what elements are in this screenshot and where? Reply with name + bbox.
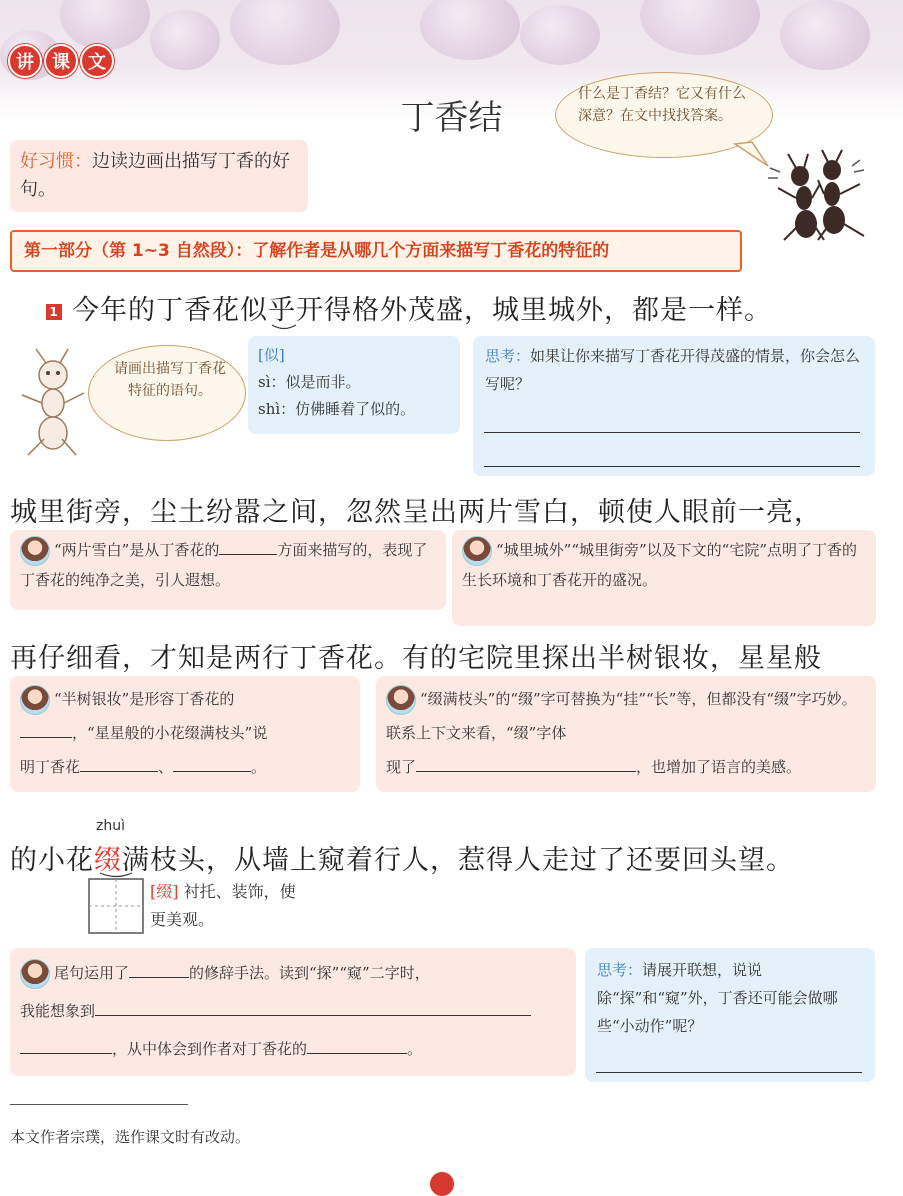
note-box-e bbox=[10, 948, 576, 1076]
badge-char: 讲 bbox=[8, 44, 42, 78]
note-text: ，“星星般的小花缀满枝头”说 bbox=[72, 724, 268, 742]
note-box-c bbox=[10, 676, 360, 792]
word-note-head: [缀] bbox=[150, 882, 179, 901]
fill-blank[interactable] bbox=[80, 753, 158, 772]
ant-bubble-text: 请画出描写丁香花特征的语句。 bbox=[114, 361, 226, 399]
think-label: 思考： bbox=[597, 961, 643, 979]
teacher-avatar-icon bbox=[20, 536, 50, 566]
teacher-avatar-icon bbox=[20, 685, 50, 715]
answer-line[interactable] bbox=[484, 466, 860, 467]
note-text: “半树银妆”是形容丁香花的 bbox=[54, 690, 235, 708]
word-note-zhui bbox=[150, 878, 310, 934]
note-text: ，也增加了语言的美感。 bbox=[636, 758, 802, 776]
note-text: 、 bbox=[158, 758, 174, 776]
teacher-avatar-icon bbox=[20, 959, 50, 989]
paragraph-number: 1 bbox=[46, 304, 62, 320]
writing-grid-icon bbox=[88, 878, 144, 934]
answer-line[interactable] bbox=[596, 1072, 862, 1073]
good-habit-text: 边读边画出描写丁香的好句。 bbox=[20, 151, 290, 200]
note-text: “两片雪白”是从丁香花的 bbox=[54, 541, 220, 559]
note-text: 方面来描写的，表现了丁香花的纯净之美，引人遐想。 bbox=[20, 541, 428, 589]
think-box-1 bbox=[473, 336, 875, 476]
paragraph-line-2: 城里街旁，尘土纷嚣之间，忽然呈出两片雪白，顿使人眼前一亮， bbox=[10, 497, 822, 528]
fill-blank[interactable] bbox=[129, 959, 189, 978]
word-note-si bbox=[248, 336, 460, 434]
fill-blank[interactable] bbox=[173, 753, 251, 772]
note-text: 。 bbox=[251, 758, 267, 776]
fill-blank[interactable] bbox=[219, 536, 277, 555]
word-note-text: 衬托、装饰，使更美观。 bbox=[150, 882, 296, 929]
ant-bubble bbox=[88, 345, 246, 441]
think-label: 思考： bbox=[485, 347, 531, 365]
page-title: 丁香结 bbox=[400, 98, 503, 138]
note-text: 。 bbox=[407, 1040, 423, 1058]
fill-blank[interactable] bbox=[416, 753, 636, 772]
line-text: 满枝头，从墙上窥着行人，惹得人走过了还要回头望。 bbox=[122, 845, 794, 876]
fill-blank[interactable] bbox=[307, 1035, 407, 1054]
think-text: 如果让你来描写丁香花开得茂盛的情景，你会怎么写呢？ bbox=[485, 347, 861, 393]
note-text: 我能想象到 bbox=[20, 1002, 96, 1020]
note-text: 尾句运用了 bbox=[54, 964, 130, 982]
fill-blank[interactable] bbox=[95, 997, 531, 1016]
teacher-avatar-icon bbox=[462, 536, 492, 566]
page-marker-icon bbox=[430, 1172, 454, 1196]
badge-char: 文 bbox=[80, 44, 114, 78]
note-text: ，从中体会到作者对丁香花的 bbox=[112, 1040, 308, 1058]
pinyin-zhui: zhuì bbox=[96, 818, 125, 834]
note-box-b bbox=[452, 530, 876, 626]
word-note-line: sì：似是而非。 bbox=[258, 373, 361, 391]
note-text: “缀满枝头”的“缀”字可替换为“挂”“长”等，但都没有“缀”字巧妙。联系上下文来看，“缀”字体 bbox=[386, 690, 857, 742]
paragraph-1-text: 今年的丁香花似乎开得格外茂盛，城里城外，都是一样。 bbox=[72, 295, 772, 326]
highlight-char: 缀 bbox=[94, 845, 122, 876]
think-text: 请展开联想，说说除“探”和“窥”外，丁香还可能会做哪些“小动作”呢？ bbox=[597, 961, 838, 1035]
paragraph-1-line bbox=[46, 288, 772, 327]
good-habit-label: 好习惯： bbox=[20, 151, 92, 172]
note-box-a bbox=[10, 530, 446, 610]
note-text: 现了 bbox=[386, 758, 417, 776]
note-text: 的修辞手法。读到“探”“窥”二字时， bbox=[189, 964, 430, 982]
teacher-avatar-icon bbox=[386, 685, 416, 715]
lesson-badge bbox=[8, 44, 114, 78]
footnote-divider bbox=[10, 1104, 188, 1105]
note-text: 明丁香花 bbox=[20, 758, 81, 776]
think-box-2 bbox=[585, 948, 875, 1082]
footnote: 本文作者宗璞，选作课文时有改动。 bbox=[10, 1128, 251, 1146]
good-habit-box bbox=[10, 140, 308, 212]
part-heading: 第一部分（第 1~3 自然段）：了解作者是从哪几个方面来描写丁香花的特征的 bbox=[10, 230, 742, 272]
fill-blank[interactable] bbox=[20, 1035, 112, 1054]
paragraph-line-3: 再仔细看，才知是两行丁香花。有的宅院里探出半树银妆，星星般 bbox=[10, 643, 822, 674]
question-bubble-text: 什么是丁香结？它又有什么深意？在文中找找答案。 bbox=[578, 86, 746, 124]
word-note-line: shì：仿佛睡着了似的。 bbox=[258, 400, 416, 418]
word-note-head: [似] bbox=[258, 346, 285, 364]
line-text: 的小花 bbox=[10, 845, 94, 876]
fill-blank[interactable] bbox=[20, 719, 72, 738]
ants-icon bbox=[760, 148, 880, 243]
note-box-d bbox=[376, 676, 876, 792]
note-text: “城里城外”“城里街旁”以及下文的“宅院”点明了丁香的生长环境和丁香花开的盛况。 bbox=[462, 541, 858, 589]
ant-character-icon bbox=[8, 345, 98, 460]
answer-line[interactable] bbox=[484, 432, 860, 433]
badge-char: 课 bbox=[44, 44, 78, 78]
annotation-caret-icon bbox=[271, 324, 297, 332]
